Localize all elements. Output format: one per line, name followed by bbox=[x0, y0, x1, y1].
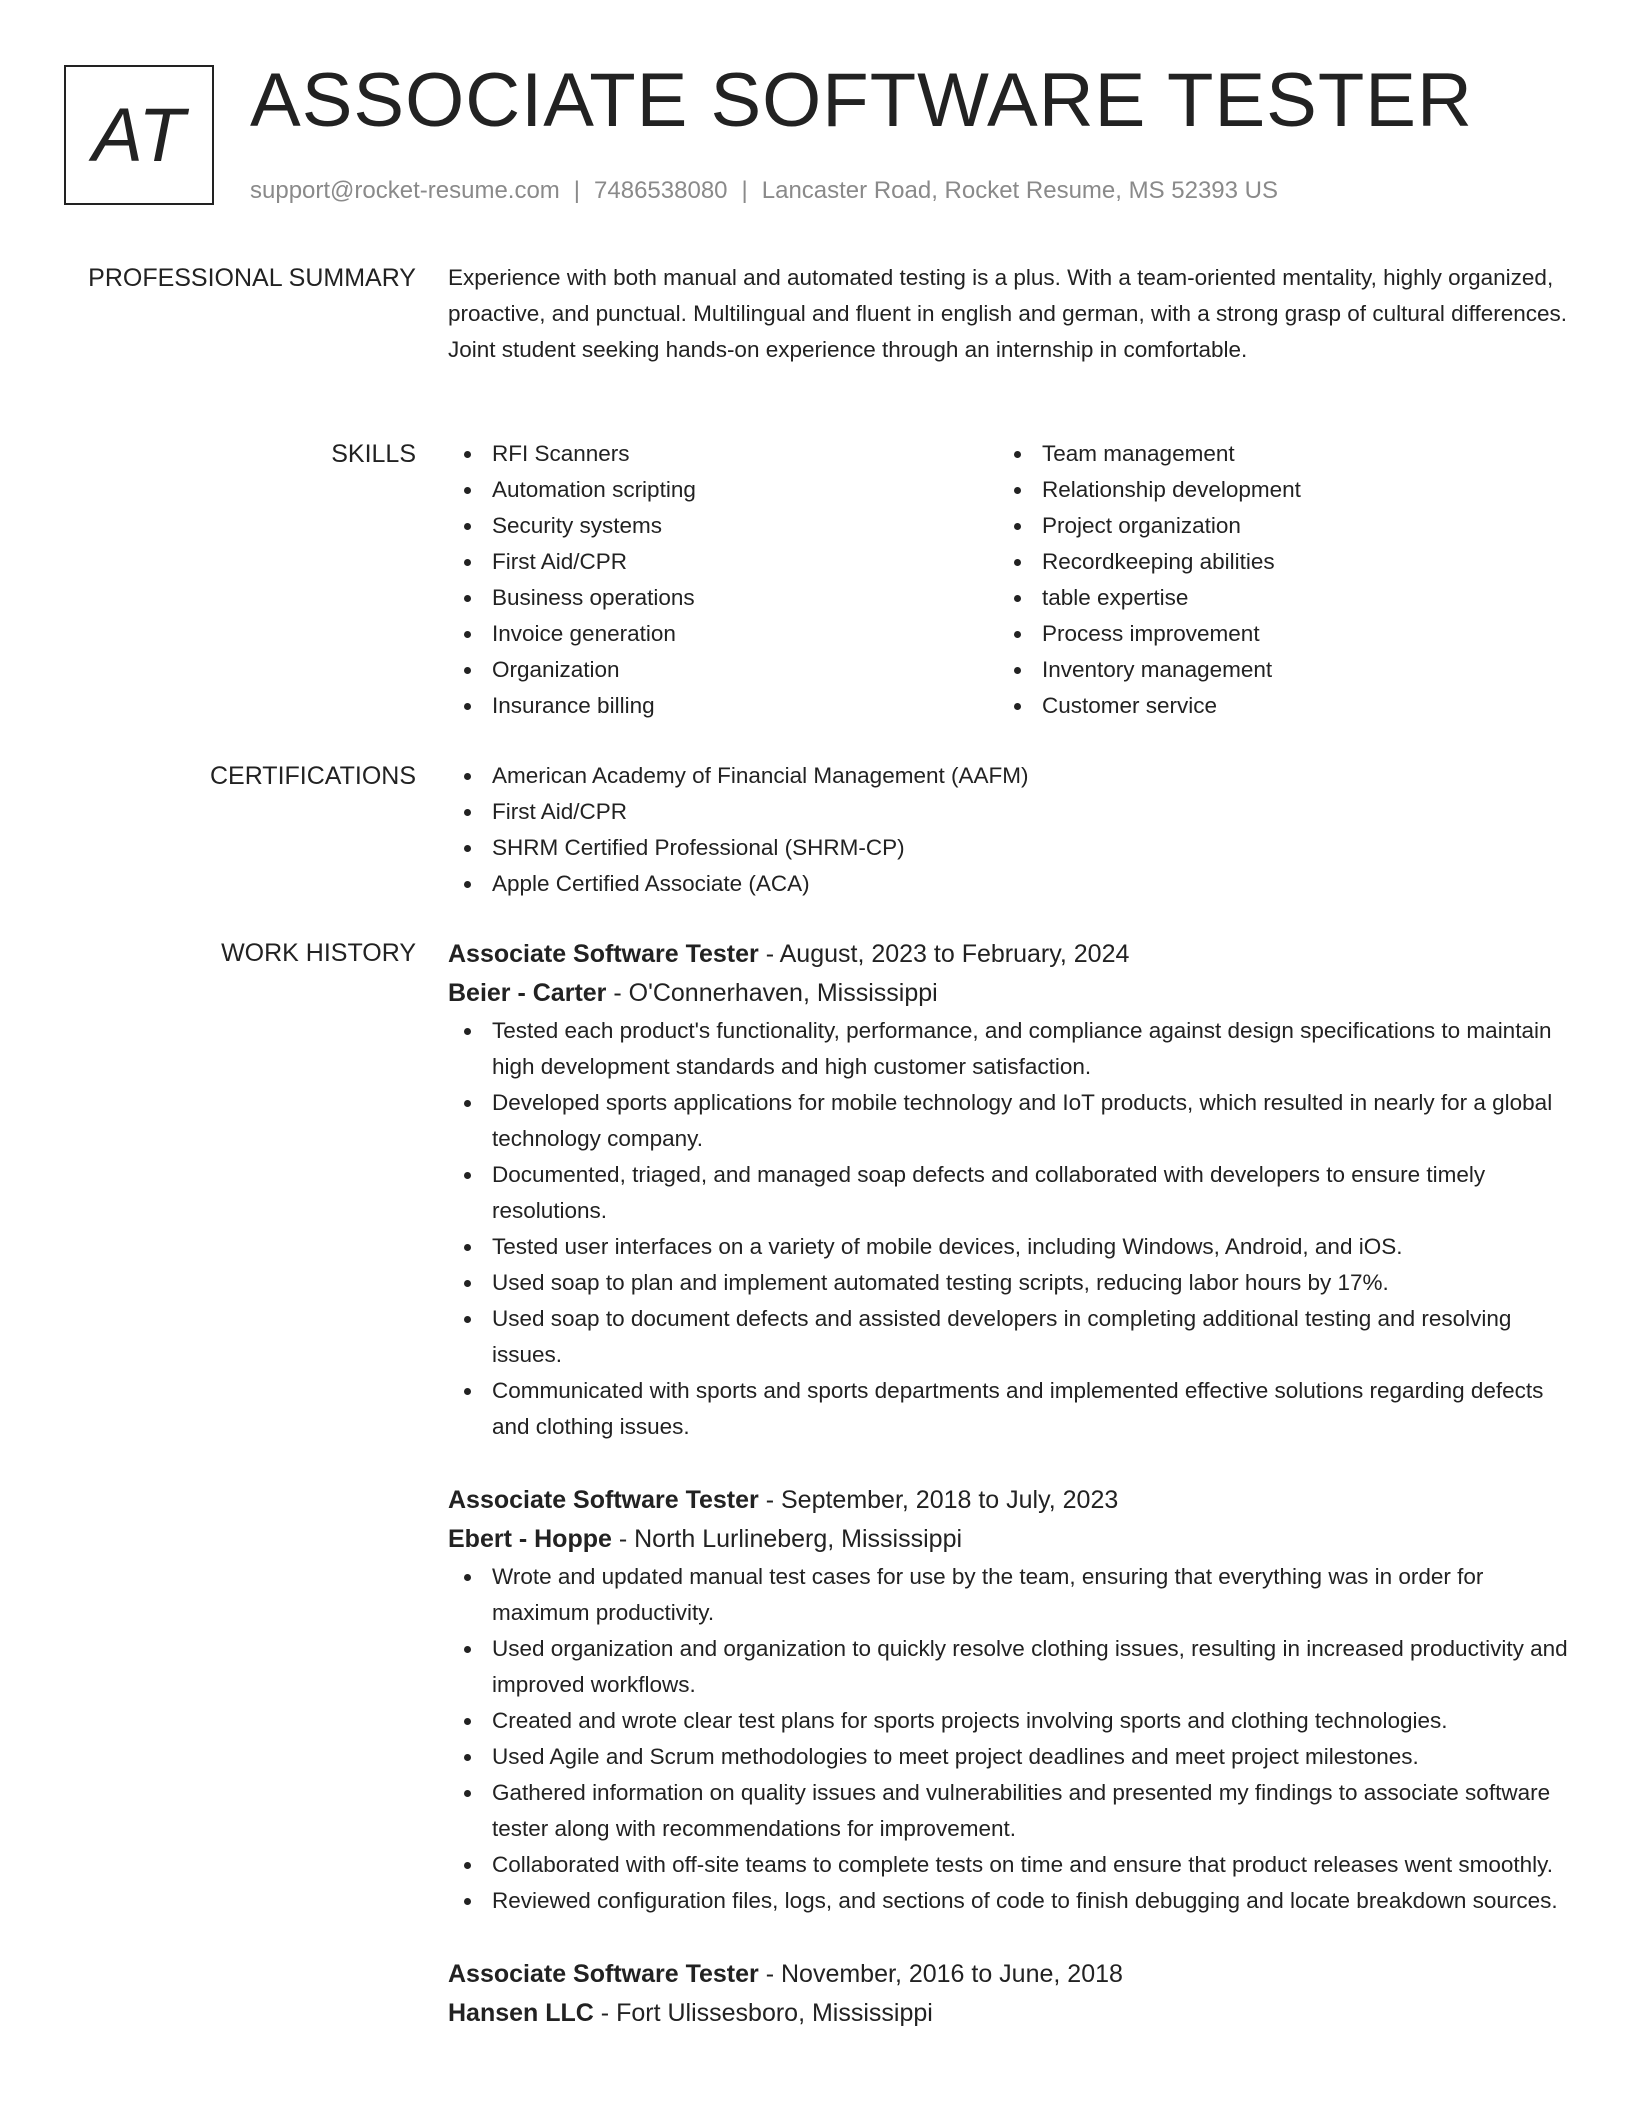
job-location: - O'Connerhaven, Mississippi bbox=[606, 979, 938, 1007]
job-role: Associate Software Tester bbox=[448, 1960, 759, 1988]
monogram-box bbox=[64, 65, 214, 205]
job-duties-list bbox=[448, 1559, 1568, 1919]
skills-column-left bbox=[448, 436, 998, 724]
skill-item: Insurance billing bbox=[448, 688, 998, 724]
skill-item: table expertise bbox=[998, 580, 1548, 616]
summary-body bbox=[448, 260, 1568, 368]
contact-line bbox=[250, 176, 1278, 206]
job-duty-item: Communicated with sports and sports departments and implemented effective solutions regarding defects and clothing issues. bbox=[448, 1373, 1568, 1445]
job-dates: - August, 2023 to February, 2024 bbox=[758, 940, 1130, 968]
job-entry bbox=[448, 1955, 1568, 2033]
skill-item: Inventory management bbox=[998, 652, 1548, 688]
job-duty-item: Collaborated with off-site teams to complete tests on time and ensure that product releases went smoothly. bbox=[448, 1847, 1568, 1883]
job-location: - Fort Ulissesboro, Mississippi bbox=[593, 1999, 933, 2027]
job-title-line bbox=[448, 1955, 1568, 1994]
summary-text: Experience with both manual and automated testing is a plus. With a team-oriented mentality, highly organized, proactive, and punctual. Multilingual and fluent in english and german, with a strong grasp of cultural differences. Joint student seeking hands-on experience through an internship in comfortable. bbox=[448, 265, 1568, 362]
skill-item: Invoice generation bbox=[448, 616, 998, 652]
skill-item: Team management bbox=[998, 436, 1548, 472]
job-company-line bbox=[448, 1994, 1568, 2033]
contact-address: Lancaster Road, Rocket Resume, MS 52393 US bbox=[761, 177, 1279, 204]
certifications-list bbox=[448, 758, 1568, 902]
job-duty-item: Used Agile and Scrum methodologies to meet project deadlines and meet project milestones. bbox=[448, 1739, 1568, 1775]
job-duty-item: Used soap to plan and implement automated testing scripts, reducing labor hours by 17%. bbox=[448, 1265, 1568, 1301]
skills-list-right bbox=[998, 436, 1548, 724]
job-company: Beier - Carter bbox=[448, 979, 607, 1007]
skills-list-left bbox=[448, 436, 998, 724]
certification-item: Apple Certified Associate (ACA) bbox=[448, 866, 1568, 902]
work-history-heading: WORK HISTORY bbox=[221, 939, 416, 967]
certification-item: American Academy of Financial Management (AAFM) bbox=[448, 758, 1568, 794]
job-duty-item: Used organization and organization to quickly resolve clothing issues, resulting in increased productivity and improved workflows. bbox=[448, 1631, 1568, 1703]
job-company: Hansen LLC bbox=[448, 1999, 594, 2027]
certification-item: SHRM Certified Professional (SHRM-CP) bbox=[448, 830, 1568, 866]
work-history-body bbox=[448, 935, 1568, 2069]
contact-separator: | bbox=[741, 177, 748, 204]
job-entry bbox=[448, 935, 1568, 1445]
job-duty-item: Used soap to document defects and assisted developers in completing additional testing and resolving issues. bbox=[448, 1301, 1568, 1373]
skills-grid bbox=[448, 436, 1568, 724]
monogram-initials: AT bbox=[92, 92, 186, 178]
job-role: Associate Software Tester bbox=[448, 940, 759, 968]
skills-heading: SKILLS bbox=[331, 440, 416, 468]
job-dates: - September, 2018 to July, 2023 bbox=[758, 1486, 1119, 1514]
contact-phone: 7486538080 bbox=[594, 177, 728, 204]
contact-email: support@rocket-resume.com bbox=[250, 177, 560, 204]
skill-item: Customer service bbox=[998, 688, 1548, 724]
job-duty-item: Created and wrote clear test plans for sports projects involving sports and clothing technologies. bbox=[448, 1703, 1568, 1739]
job-duties-list bbox=[448, 1013, 1568, 1445]
job-role: Associate Software Tester bbox=[448, 1486, 759, 1514]
skill-item: Process improvement bbox=[998, 616, 1548, 652]
skills-column-right bbox=[998, 436, 1548, 724]
job-company-line bbox=[448, 1520, 1568, 1559]
job-duty-item: Wrote and updated manual test cases for use by the team, ensuring that everything was in order for maximum productivity. bbox=[448, 1559, 1568, 1631]
skill-item: Recordkeeping abilities bbox=[998, 544, 1548, 580]
skill-item: RFI Scanners bbox=[448, 436, 998, 472]
job-duty-item: Tested each product's functionality, performance, and compliance against design specifications to maintain high development standards and high customer satisfaction. bbox=[448, 1013, 1568, 1085]
skill-item: Project organization bbox=[998, 508, 1548, 544]
resume-title: ASSOCIATE SOFTWARE TESTER bbox=[250, 58, 1473, 143]
skill-item: Automation scripting bbox=[448, 472, 998, 508]
job-title-line bbox=[448, 935, 1568, 974]
skill-item: Security systems bbox=[448, 508, 998, 544]
job-entry bbox=[448, 1481, 1568, 1919]
job-company-line bbox=[448, 974, 1568, 1013]
skill-item: Relationship development bbox=[998, 472, 1548, 508]
contact-separator: | bbox=[573, 177, 581, 204]
job-company: Ebert - Hoppe bbox=[448, 1525, 612, 1553]
job-duty-item: Documented, triaged, and managed soap defects and collaborated with developers to ensure timely resolutions. bbox=[448, 1157, 1568, 1229]
job-location: - North Lurlineberg, Mississippi bbox=[611, 1525, 963, 1553]
skill-item: Organization bbox=[448, 652, 998, 688]
skill-item: First Aid/CPR bbox=[448, 544, 998, 580]
skill-item: Business operations bbox=[448, 580, 998, 616]
job-duty-item: Developed sports applications for mobile technology and IoT products, which resulted in nearly for a global technology company. bbox=[448, 1085, 1568, 1157]
job-duty-item: Tested user interfaces on a variety of mobile devices, including Windows, Android, and iOS. bbox=[448, 1229, 1568, 1265]
job-title-line bbox=[448, 1481, 1568, 1520]
certification-item: First Aid/CPR bbox=[448, 794, 1568, 830]
job-duty-item: Gathered information on quality issues and vulnerabilities and presented my findings to associate software tester along with recommendations for improvement. bbox=[448, 1775, 1568, 1847]
summary-heading: PROFESSIONAL SUMMARY bbox=[88, 264, 416, 292]
job-duty-item: Reviewed configuration files, logs, and sections of code to finish debugging and locate breakdown sources. bbox=[448, 1883, 1568, 1919]
job-dates: - November, 2016 to June, 2018 bbox=[758, 1960, 1123, 1988]
certifications-body bbox=[448, 758, 1568, 902]
skills-body bbox=[448, 436, 1568, 724]
certifications-heading: CERTIFICATIONS bbox=[209, 762, 416, 790]
